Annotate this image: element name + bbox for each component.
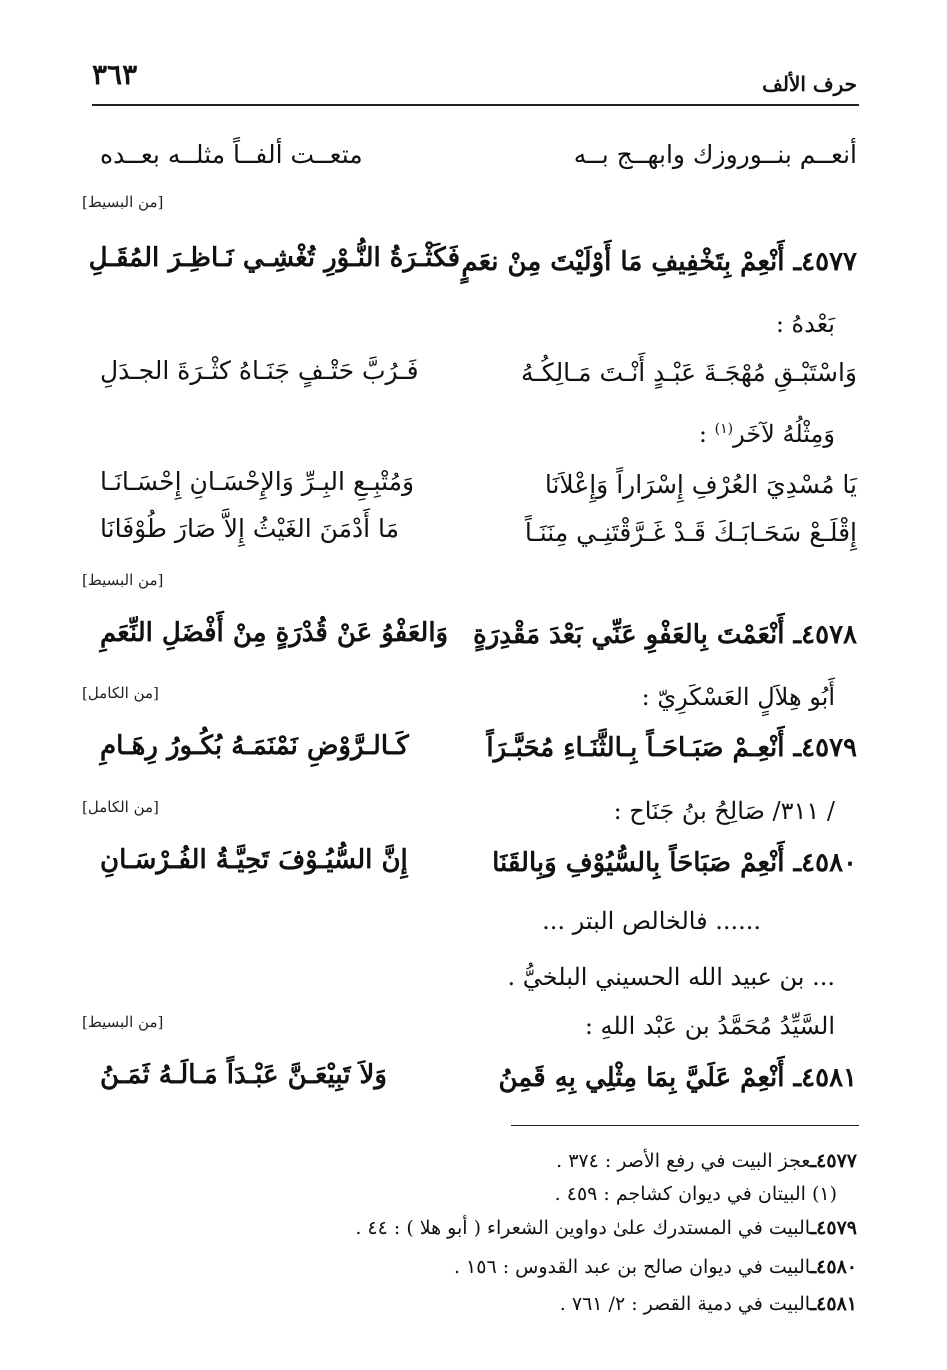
chapter-title: حرف الألف [762,72,857,96]
footnote-text: البيتان في ديوان كشاجم : ٤٥٩ . [554,1183,806,1205]
ellipsis-line: ...... فالخالص البتر ... [542,907,761,935]
footnote-ref: (١) [714,421,734,437]
verse-4580-ajuz [100,845,460,875]
verse-ajuz [100,356,460,385]
verse-4578-ajuz [100,618,460,648]
meter-label: [من البسيط] [82,193,164,211]
page-number: ٣٦٣ [92,58,138,91]
footnote [560,1293,857,1315]
verse-4578-sadr: ٤٥٧٨ـ أَنْعَمْتَ بِالعَفْوِ عَنِّي بَعْدَ مَقْدِرَةٍ [473,620,857,650]
footnote [454,1256,857,1278]
verse-ajuz [100,140,460,169]
verse-ajuz-text: مَا أَدْمَنَ الغَيْثُ إِلاَّ صَارَ طُوْفَانَا [100,514,400,543]
footnote-rule [511,1125,859,1126]
footnote-number: (١) [811,1183,837,1205]
footnote-number: ٤٥٧٩ـ [810,1217,857,1239]
footnote-text: البيت في ديوان صالح بن عبد القدوس : ١٥٦ . [453,1256,811,1278]
verse-sadr: وَاسْتَبْـقِ مُهْجَـةَ عَبْـدٍ أَنْـتَ مَـالِكُـهُ [521,358,857,387]
verse-ajuz-text: كَـالـرَّوْضِ نَمْنَمَـهُ بُكُـورُ رِهَـامِ [100,731,409,761]
header-rule [92,104,859,106]
intro-line [699,420,835,448]
intro-line: بَعْدهُ : [775,310,835,338]
ellipsis-line: ... بن عبيد الله الحسيني البلخيُّ . [507,963,835,991]
verse-ajuz-text: وَمُتْبِـعِ البِـرِّ وَالإِحْسَـانِ إِحْسَـانَـا [100,467,415,496]
verse-ajuz-text: وَالعَفْوُ عَنْ قُدْرَةٍ مِنْ أَفْضَلِ النِّعَمِ [100,618,449,648]
verse-4580-sadr: ٤٥٨٠ـ أَنْعِمْ صَبَاحَاً بِالسُّيُوْفِ وَبِالقَنَا [492,848,857,878]
verse-sadr: أنعــم بنــوروزك وابهــج بــه [573,140,857,169]
footnote-number: ٤٥٧٧ـ [810,1150,857,1172]
verse-4579-ajuz [100,731,460,761]
meter-label: [من الكامل] [82,798,159,816]
verse-sadr: إِقْلَـعْ سَحَـابَـكَ قَـدْ غَـرَّقْتَنِـي مِنَنَـاً [524,518,857,547]
verse-sadr: يَا مُسْدِيَ العُرْفِ إِسْرَاراً وَإِعْلاَنَا [544,470,857,499]
poet-name: السَّيِّدُ مُحَمَّدُ بن عَبْد اللهِ : [584,1012,835,1040]
footnote-text: البيت في المستدرك علىٰ دواوين الشعراء ( أبو هلا ) : ٤٤ . [355,1217,811,1239]
footnote-text: عجز البيت في رفع الأصر : ٣٧٤ . [556,1150,811,1172]
poet-name: أَبُو هِلاَلٍ العَسْكَرِيّ : [641,683,835,711]
meter-label: [من البسيط] [82,571,164,589]
verse-ajuz [100,514,460,543]
verse-4579-sadr: ٤٥٧٩ـ أَنْعِـمْ صَبَـاحَـاً بِـالثَّنَـاءِ مُحَبَّـرَاً [486,733,857,763]
footnote [555,1183,837,1205]
verse-4581-sadr: ٤٥٨١ـ أَنْعِمْ عَلَيَّ بِمَا مِثْلِي بِهِ قَمِنُ [498,1063,857,1093]
verse-4577-ajuz [88,243,460,273]
intro-colon: : [698,420,707,448]
intro-text: وَمِثْلُهُ لآخَر [733,420,835,448]
verse-ajuz-text: متعــت ألفــاً مثلــه بعــده [100,140,363,169]
footnote-number: ٤٥٨٠ـ [810,1256,857,1278]
verse-4577-sadr: ٤٥٧٧ـ أَنْعِمْ بِتَخْفِيفِ مَا أَوْلَيْتَ مِنْ نعَمٍ [461,247,857,277]
verse-ajuz-text: فَـرُبَّ حَتْـفٍ جَنَـاهُ كثْـرَةَ الجـدَلِ [100,356,419,385]
meter-label: [من الكامل] [82,684,159,702]
verse-ajuz-text: إِنَّ السُّيُـوْفَ تَحِيَّـةُ الفُـرْسَـانِ [100,845,408,875]
verse-ajuz-text: وَلاَ تَبِيْعَـنَّ عَبْـدَاً مَـالَـهُ ثَمَـنُ [100,1060,387,1090]
verse-ajuz-text: فَكَثْـرَةُ النُّـوْرِ تُغْشِـي نَـاظِـرَ المُقَـلِ [88,243,460,273]
footnote [355,1217,857,1239]
footnote-text: البيت في دمية القصر : ٢/ ٧٦١ . [559,1293,811,1315]
verse-ajuz [100,467,460,496]
footnote [556,1150,857,1172]
verse-4581-ajuz [100,1060,460,1090]
poet-name: / ٣١١/ صَالِحُ بنُ جَنَاح : [613,797,835,825]
footnote-number: ٤٥٨١ـ [810,1293,857,1315]
meter-label: [من البسيط] [82,1013,164,1031]
